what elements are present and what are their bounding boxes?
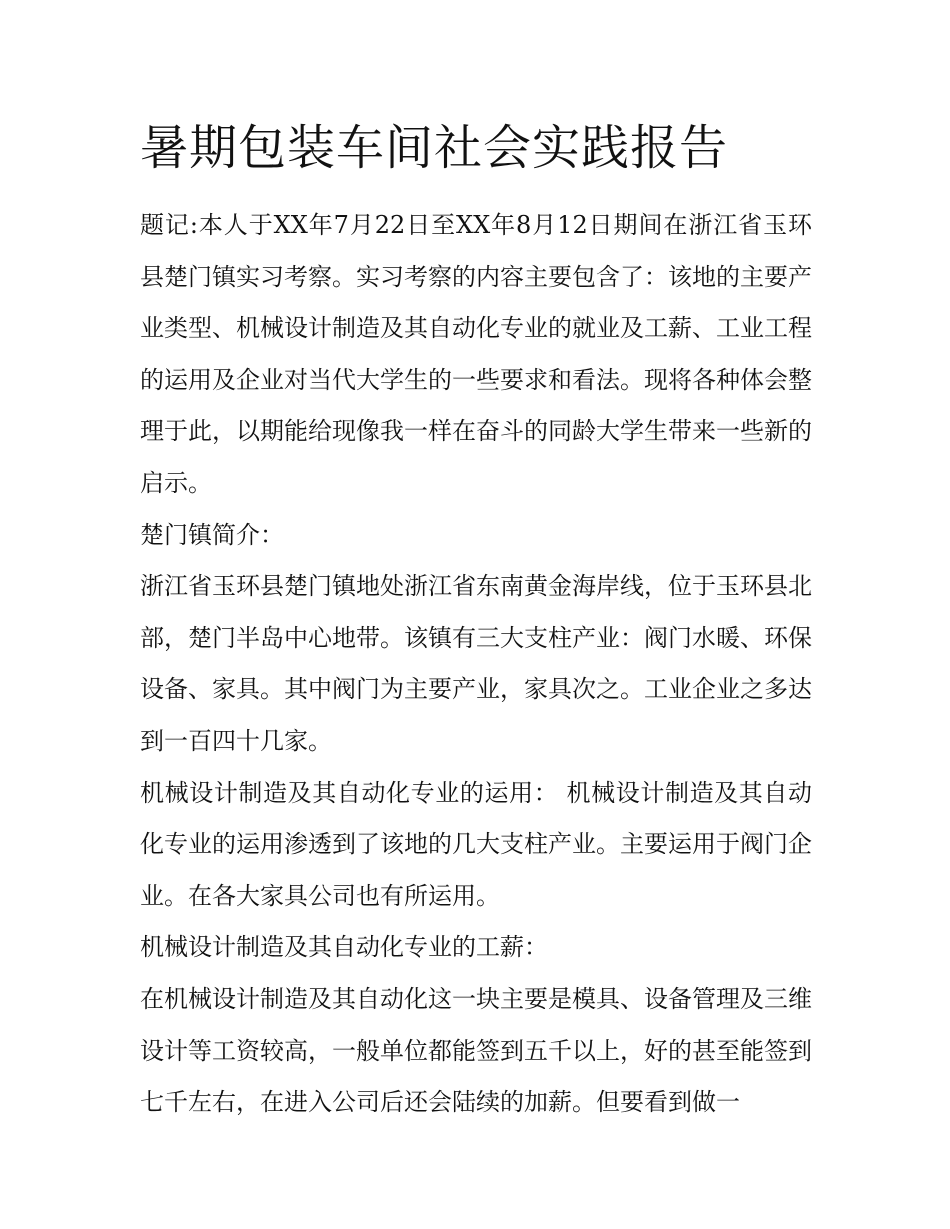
paragraph-town-intro: 浙江省玉环县楚门镇地处浙江省东南黄金海岸线，位于玉环县北部，楚门半岛中心地带。该镇有三大支柱产业：阀门水暖、环保设备、家具。其中阀门为主要产业，家具次之。工业企业之多达到一百四十几家。 [140, 572, 812, 755]
document-page [140, 118, 812, 1129]
section-heading-salary: 机械设计制造及其自动化专业的工薪： [140, 933, 548, 962]
paragraph-major-application: 机械设计制造及其自动化专业的运用： 机械设计制造及其自动化专业的运用渗透到了该地的几大支柱产业。主要运用于阀门企业。在各大家具公司也有所运用。 [140, 778, 812, 910]
section-heading-town-intro: 楚门镇简介： [140, 520, 284, 549]
paragraph-intro: 题记:本人于XX年7月22日至XX年8月12日期间在浙江省玉环县楚门镇实习考察。实习考察的内容主要包含了：该地的主要产业类型、机械设计制造及其自动化专业的就业及工薪、工业工程的运用及企业对当代大学生的一些要求和看法。现将各种体会整理于此，以期能给现像我一样在奋斗的同龄大学生带来一些新的启示。 [140, 211, 812, 497]
paragraph-salary: 在机械设计制造及其自动化这一块主要是模具、设备管理及三维设计等工资较高，一般单位都能签到五千以上，好的甚至能签到七千左右，在进入公司后还会陆续的加薪。但要看到做一 [140, 984, 812, 1117]
document-title: 暑期包装车间社会实践报告 [140, 120, 729, 176]
